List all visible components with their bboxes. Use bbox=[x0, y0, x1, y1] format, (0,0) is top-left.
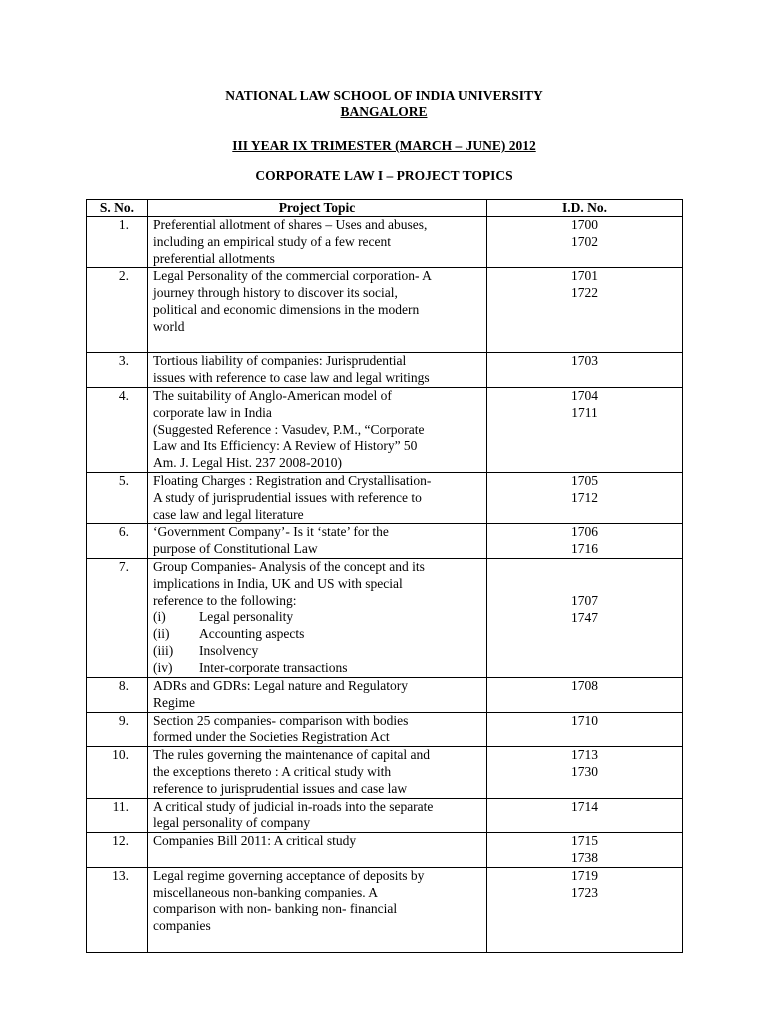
row-id-numbers bbox=[487, 867, 683, 952]
table-row bbox=[87, 677, 683, 712]
student-id: 1700 bbox=[571, 217, 598, 232]
subitem-numeral: (i) bbox=[153, 609, 166, 625]
topic-line: Group Companies- Analysis of the concept and its bbox=[153, 558, 425, 574]
topic-line: preferential allotments bbox=[153, 250, 275, 266]
row-serial-number: 5. bbox=[87, 472, 148, 523]
row-project-topic bbox=[148, 472, 487, 523]
course-heading: CORPORATE LAW I – PROJECT TOPICS bbox=[255, 168, 513, 183]
topic-line: Section 25 companies- comparison with bodies bbox=[153, 712, 409, 728]
row-project-topic bbox=[148, 217, 487, 268]
topic-line: world bbox=[153, 318, 185, 334]
row-serial-number: 11. bbox=[87, 798, 148, 833]
row-serial-number: 4. bbox=[87, 387, 148, 472]
row-project-topic bbox=[148, 833, 487, 868]
student-id: 1712 bbox=[571, 489, 598, 505]
topic-line: A study of jurisprudential issues with reference to bbox=[153, 489, 422, 505]
row-serial-number: 1. bbox=[87, 217, 148, 268]
topic-line: Tortious liability of companies: Jurisprudential bbox=[153, 353, 407, 369]
university-city: BANGALORE bbox=[340, 104, 428, 119]
topic-line: ‘Government Company’- Is it ‘state’ for the bbox=[153, 524, 389, 540]
table-row bbox=[87, 268, 683, 353]
project-topics-table bbox=[86, 199, 683, 953]
row-id-numbers bbox=[487, 353, 683, 388]
row-id-numbers bbox=[487, 524, 683, 559]
student-id: 1715 bbox=[571, 833, 598, 849]
row-project-topic bbox=[148, 268, 487, 353]
topic-line: Floating Charges : Registration and Crystallisation- bbox=[153, 472, 432, 488]
table-row bbox=[87, 524, 683, 559]
university-name: NATIONAL LAW SCHOOL OF INDIA UNIVERSITY bbox=[225, 88, 543, 103]
table-row bbox=[87, 712, 683, 747]
topic-subitem bbox=[153, 660, 481, 677]
row-project-topic bbox=[148, 747, 487, 798]
topic-line: companies bbox=[153, 918, 211, 934]
topic-line: A critical study of judicial in-roads into the separate bbox=[153, 798, 434, 814]
student-id: 1706 bbox=[571, 524, 598, 540]
student-id: 1723 bbox=[571, 884, 598, 900]
student-id: 1722 bbox=[571, 285, 598, 301]
student-id: 1714 bbox=[571, 798, 598, 814]
topic-line: comparison with non- banking non- financial bbox=[153, 901, 398, 917]
subitem-text: Accounting aspects bbox=[199, 626, 305, 642]
subitem-text: Insolvency bbox=[199, 642, 259, 658]
topic-line: including an empirical study of a few recent bbox=[153, 233, 392, 249]
topic-line: journey through history to discover its social, bbox=[153, 285, 398, 301]
subitem-numeral: (iv) bbox=[153, 659, 173, 675]
student-id: 1702 bbox=[571, 233, 598, 249]
column-header-sno: S. No. bbox=[87, 200, 148, 217]
row-id-numbers bbox=[487, 712, 683, 747]
row-project-topic bbox=[148, 798, 487, 833]
row-project-topic bbox=[148, 867, 487, 952]
topic-line: legal personality of company bbox=[153, 815, 311, 831]
row-serial-number: 9. bbox=[87, 712, 148, 747]
student-id: 1738 bbox=[571, 849, 598, 865]
table-row bbox=[87, 867, 683, 952]
topic-line: Am. J. Legal Hist. 237 2008-2010) bbox=[153, 455, 342, 471]
table-row bbox=[87, 833, 683, 868]
student-id: 1713 bbox=[571, 747, 598, 763]
row-id-numbers bbox=[487, 798, 683, 833]
topic-line: Legal regime governing acceptance of deposits by bbox=[153, 867, 425, 883]
student-id: 1705 bbox=[571, 472, 598, 488]
topic-line: implications in India, UK and US with special bbox=[153, 575, 403, 591]
topic-line: Law and Its Efficiency: A Review of History” 50 bbox=[153, 438, 418, 454]
table-row bbox=[87, 353, 683, 388]
student-id: 1710 bbox=[571, 712, 598, 728]
row-serial-number: 12. bbox=[87, 833, 148, 868]
topic-line: reference to the following: bbox=[153, 592, 297, 608]
topic-subitem bbox=[153, 643, 481, 660]
student-id: 1716 bbox=[571, 541, 598, 557]
topic-line: case law and legal literature bbox=[153, 506, 304, 522]
topic-line: formed under the Societies Registration Act bbox=[153, 729, 390, 745]
student-id: 1719 bbox=[571, 867, 598, 883]
topic-line: Legal Personality of the commercial corporation- A bbox=[153, 268, 432, 284]
row-id-numbers bbox=[487, 387, 683, 472]
row-serial-number: 8. bbox=[87, 677, 148, 712]
row-id-numbers bbox=[487, 217, 683, 268]
row-serial-number: 2. bbox=[87, 268, 148, 353]
row-project-topic bbox=[148, 524, 487, 559]
topic-subitem bbox=[153, 626, 481, 643]
table-row bbox=[87, 217, 683, 268]
subitem-numeral: (ii) bbox=[153, 626, 170, 642]
row-id-numbers bbox=[487, 558, 683, 677]
topic-line: corporate law in India bbox=[153, 404, 272, 420]
subitem-numeral: (iii) bbox=[153, 642, 174, 658]
row-id-numbers bbox=[487, 472, 683, 523]
row-id-numbers bbox=[487, 268, 683, 353]
row-serial-number: 7. bbox=[87, 558, 148, 677]
table-header-row bbox=[87, 200, 683, 217]
topic-line: ADRs and GDRs: Legal nature and Regulatory bbox=[153, 677, 408, 693]
student-id: 1707 bbox=[571, 592, 598, 608]
topic-line: The suitability of Anglo-American model of bbox=[153, 387, 392, 403]
table-row bbox=[87, 798, 683, 833]
topic-line: issues with reference to case law and legal writings bbox=[153, 370, 430, 386]
student-id: 1711 bbox=[571, 404, 598, 420]
topic-line: the exceptions thereto : A critical study with bbox=[153, 763, 392, 779]
topic-line: (Suggested Reference : Vasudev, P.M., “Corporate bbox=[153, 421, 425, 437]
row-id-numbers bbox=[487, 833, 683, 868]
row-serial-number: 13. bbox=[87, 867, 148, 952]
row-id-numbers bbox=[487, 747, 683, 798]
student-id: 1701 bbox=[571, 268, 598, 284]
table-row bbox=[87, 747, 683, 798]
row-project-topic bbox=[148, 558, 487, 677]
table-row bbox=[87, 387, 683, 472]
row-project-topic bbox=[148, 353, 487, 388]
topic-line: Regime bbox=[153, 694, 195, 710]
topic-line: miscellaneous non-banking companies. A bbox=[153, 884, 378, 900]
row-id-numbers bbox=[487, 677, 683, 712]
topic-line: Companies Bill 2011: A critical study bbox=[153, 833, 357, 849]
student-id: 1703 bbox=[571, 353, 598, 369]
student-id: 1747 bbox=[571, 609, 598, 625]
student-id: 1730 bbox=[571, 763, 598, 779]
topic-line: Preferential allotment of shares – Uses and abuses, bbox=[153, 217, 428, 232]
row-project-topic bbox=[148, 387, 487, 472]
column-header-topic: Project Topic bbox=[148, 200, 487, 217]
student-id: 1708 bbox=[571, 677, 598, 693]
row-serial-number: 3. bbox=[87, 353, 148, 388]
row-serial-number: 10. bbox=[87, 747, 148, 798]
student-id: 1704 bbox=[571, 387, 598, 403]
row-project-topic bbox=[148, 712, 487, 747]
row-serial-number: 6. bbox=[87, 524, 148, 559]
subitem-text: Legal personality bbox=[199, 609, 294, 625]
column-header-id: I.D. No. bbox=[487, 200, 683, 217]
topic-line: reference to jurisprudential issues and case law bbox=[153, 780, 408, 796]
subitem-text: Inter-corporate transactions bbox=[199, 659, 348, 675]
term-heading: III YEAR IX TRIMESTER (MARCH – JUNE) 2012 bbox=[232, 138, 536, 153]
table-row bbox=[87, 472, 683, 523]
table-row bbox=[87, 558, 683, 677]
topic-line: purpose of Constitutional Law bbox=[153, 541, 318, 557]
topic-line: political and economic dimensions in the modern bbox=[153, 301, 420, 317]
topic-line: The rules governing the maintenance of capital and bbox=[153, 747, 431, 763]
topic-subitem bbox=[153, 609, 481, 626]
row-project-topic bbox=[148, 677, 487, 712]
